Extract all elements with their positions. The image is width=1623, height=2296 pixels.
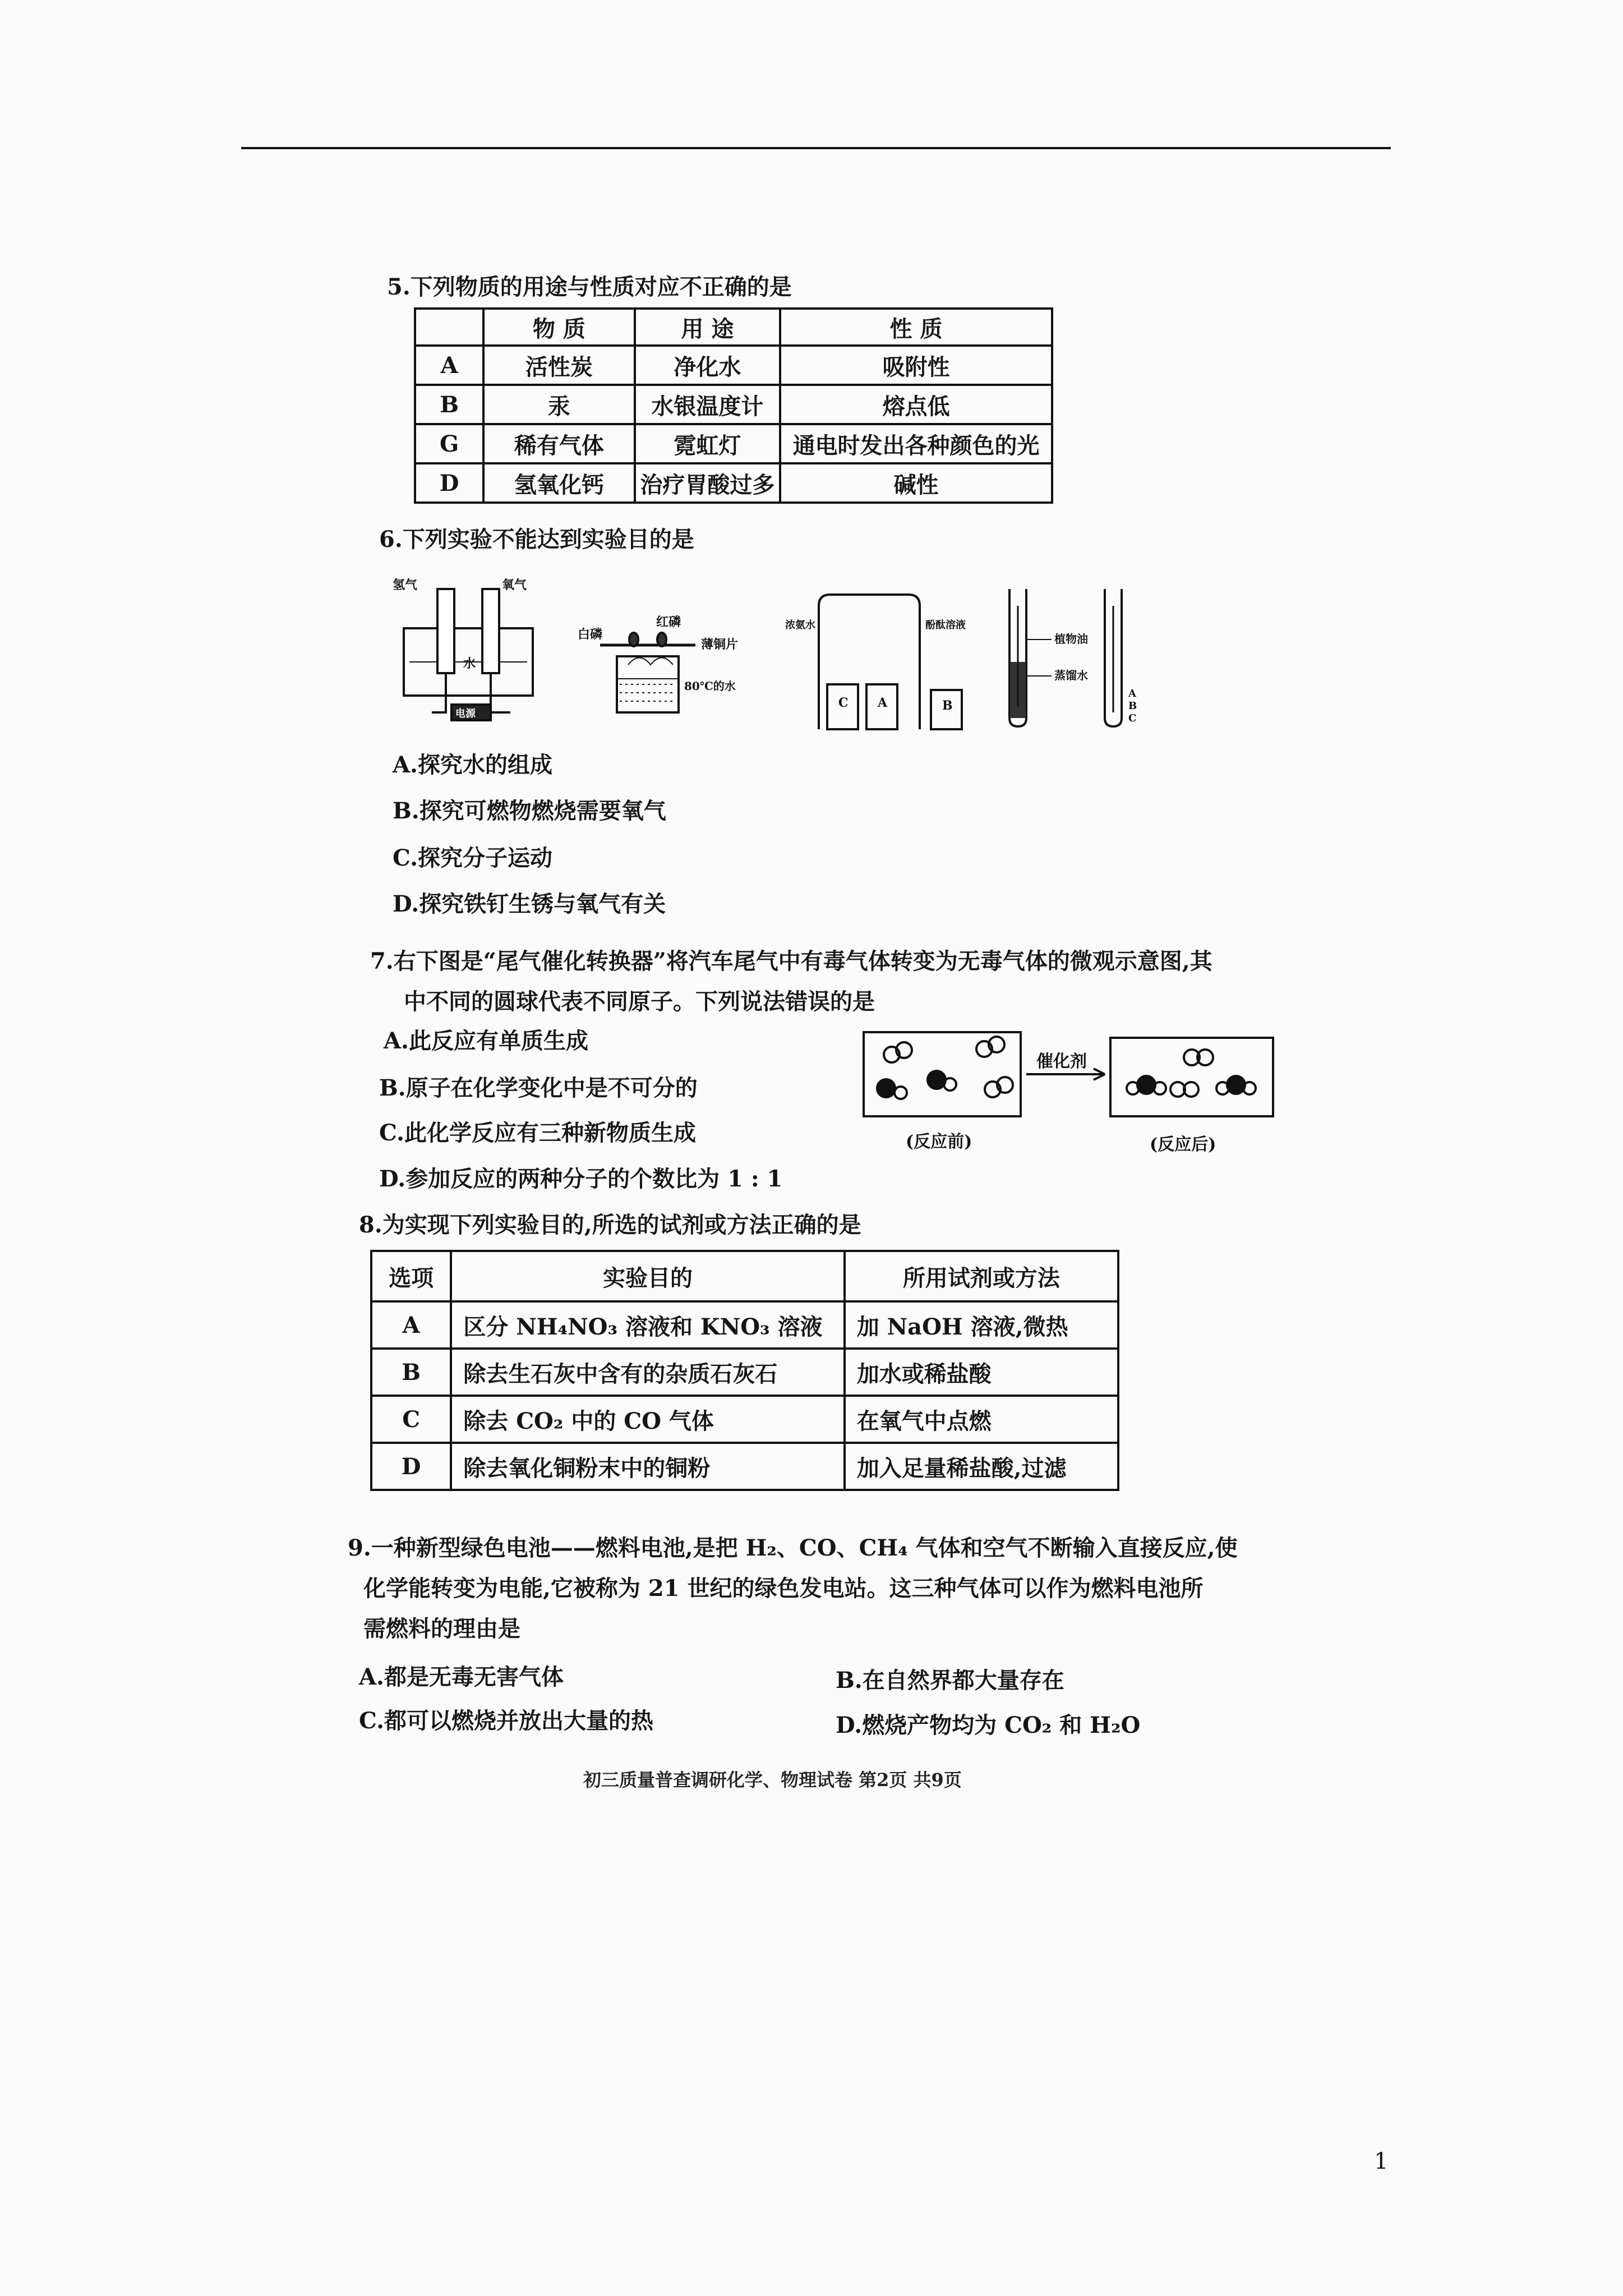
q5-header-use: 用 途 [635, 309, 781, 346]
q8-header-method: 所用试剂或方法 [845, 1251, 1118, 1301]
q8-stem: 8.为实现下列实验目的,所选的试剂或方法正确的是 [359, 1212, 861, 1238]
page-number: 1 [1374, 2148, 1389, 2174]
diffusion-apparatus [785, 595, 966, 729]
q9-option-a: A.都是无毒无害气体 [359, 1664, 564, 1690]
q8-cell: 区分 NH₄NO₃ 溶液和 KNO₃ 溶液 [451, 1301, 844, 1349]
white-p-label: 白磷 [578, 627, 603, 642]
q7-option-c: C.此化学反应有三种新物质生成 [379, 1120, 697, 1146]
q5-cell: B [415, 385, 483, 424]
h2-label: 氢气 [393, 578, 418, 592]
rusting-apparatus [1009, 589, 1137, 726]
combustion-apparatus [578, 615, 738, 712]
q8-cell: C [371, 1396, 451, 1443]
page-footer: 初三质量普查调研化学、物理试卷 第2页 共9页 [583, 1769, 962, 1791]
q6-apparatus-figures [393, 572, 1166, 740]
tube-a-label: A [1128, 688, 1136, 700]
q9-stem-line3: 需燃料的理由是 [363, 1616, 520, 1642]
q5-cell: 碱性 [780, 463, 1052, 503]
q7-option-d: D.参加反应的两种分子的个数比为 1 : 1 [379, 1166, 783, 1192]
o2-label: 氧气 [502, 578, 527, 592]
q9-stem-line2: 化学能转变为电能,它被称为 21 世纪的绿色发电站。这三种气体可以作为燃料电池所 [363, 1575, 1204, 1602]
q8-table [370, 1250, 1119, 1491]
power-label: 电源 [455, 708, 476, 720]
ammonia-label: 浓氨水 [785, 619, 815, 631]
q6-option-b: B.探究可燃物燃烧需要氧气 [393, 798, 666, 824]
q8-cell: B [371, 1349, 451, 1396]
q5-cell: 熔点低 [780, 385, 1052, 424]
water-label: 水 [463, 656, 476, 671]
q5-table [414, 307, 1053, 504]
q8-header-goal: 实验目的 [451, 1251, 844, 1301]
q7-option-a: A.此反应有单质生成 [384, 1028, 588, 1054]
q9-option-d: D.燃烧产物均为 CO₂ 和 H₂O [836, 1712, 1141, 1738]
q7-stem-line1: 7.右下图是“尾气催化转换器”将汽车尾气中有毒气体转变为无毒气体的微观示意图,其 [370, 948, 1212, 974]
q8-cell: 除去氧化铜粉末中的铜粉 [451, 1443, 844, 1490]
q8-cell: A [371, 1301, 451, 1349]
q9-stem-line1: 9.一种新型绿色电池——燃料电池,是把 H₂、CO、CH₄ 气体和空气不断输入直接反应,使 [348, 1535, 1238, 1561]
tube-b-label: B [1128, 700, 1137, 712]
q7-reaction-diagram [858, 1027, 1284, 1172]
beaker-c-label: C [838, 696, 849, 710]
q8-cell: 加入足量稀盐酸,过滤 [845, 1443, 1118, 1490]
q8-header-option: 选项 [371, 1251, 451, 1301]
q8-cell: D [371, 1443, 451, 1490]
q8-cell: 除去 CO₂ 中的 CO 气体 [451, 1396, 844, 1443]
q5-cell: 治疗胃酸过多 [635, 463, 781, 503]
before-molecules [877, 1037, 1013, 1099]
q8-cell: 在氧气中点燃 [845, 1396, 1118, 1443]
oil-label: 植物油 [1054, 632, 1088, 646]
q5-cell: 吸附性 [780, 346, 1052, 385]
catalyst-label: 催化剂 [1036, 1052, 1087, 1071]
q8-cell: 加 NaOH 溶液,微热 [845, 1301, 1118, 1349]
before-label: (反应前) [906, 1132, 972, 1152]
tube-c-label: C [1128, 712, 1137, 724]
hot-water-label: 80℃的水 [684, 679, 736, 693]
q7-stem-line2: 中不同的圆球代表不同原子。下列说法错误的是 [404, 988, 875, 1015]
q5-header-substance: 物 质 [483, 309, 634, 346]
header-rule [241, 147, 1391, 149]
q5-cell: G [415, 424, 483, 463]
q6-option-c: C.探究分子运动 [393, 845, 553, 871]
phenol-label: 酚酞溶液 [925, 619, 966, 631]
q5-cell: 净化水 [635, 346, 781, 385]
q8-cell: 加水或稀盐酸 [845, 1349, 1118, 1396]
q9-option-b: B.在自然界都大量存在 [836, 1667, 1064, 1694]
q5-stem: 5.下列物质的用途与性质对应不正确的是 [387, 274, 792, 300]
dist-water-label: 蒸馏水 [1054, 669, 1088, 682]
q8-cell: 除去生石灰中含有的杂质石灰石 [451, 1349, 844, 1396]
q5-cell: 霓虹灯 [635, 424, 781, 463]
q5-header-property: 性 质 [780, 309, 1052, 346]
beaker-a-label: A [878, 696, 888, 710]
q5-cell: 活性炭 [483, 346, 634, 385]
after-molecules [1127, 1050, 1256, 1097]
q6-option-d: D.探究铁钉生锈与氧气有关 [393, 891, 666, 917]
electrolysis-apparatus [393, 578, 533, 720]
q5-cell: 通电时发出各种颜色的光 [780, 424, 1052, 463]
q5-cell: D [415, 463, 483, 503]
q6-stem: 6.下列实验不能达到实验目的是 [379, 526, 694, 553]
q6-option-a: A.探究水的组成 [393, 752, 552, 778]
copper-label: 薄铜片 [701, 637, 739, 652]
beaker-b-label: B [942, 698, 953, 713]
q5-header-blank [415, 309, 483, 346]
q5-cell: A [415, 346, 483, 385]
q5-cell: 水银温度计 [635, 385, 781, 424]
after-label: (反应后) [1150, 1135, 1216, 1154]
red-p-label: 红磷 [656, 615, 681, 629]
q9-option-c: C.都可以燃烧并放出大量的热 [359, 1708, 654, 1734]
q5-cell: 稀有气体 [483, 424, 634, 463]
q5-cell: 汞 [483, 385, 634, 424]
q7-option-b: B.原子在化学变化中是不可分的 [379, 1075, 698, 1101]
q5-cell: 氢氧化钙 [483, 463, 634, 503]
